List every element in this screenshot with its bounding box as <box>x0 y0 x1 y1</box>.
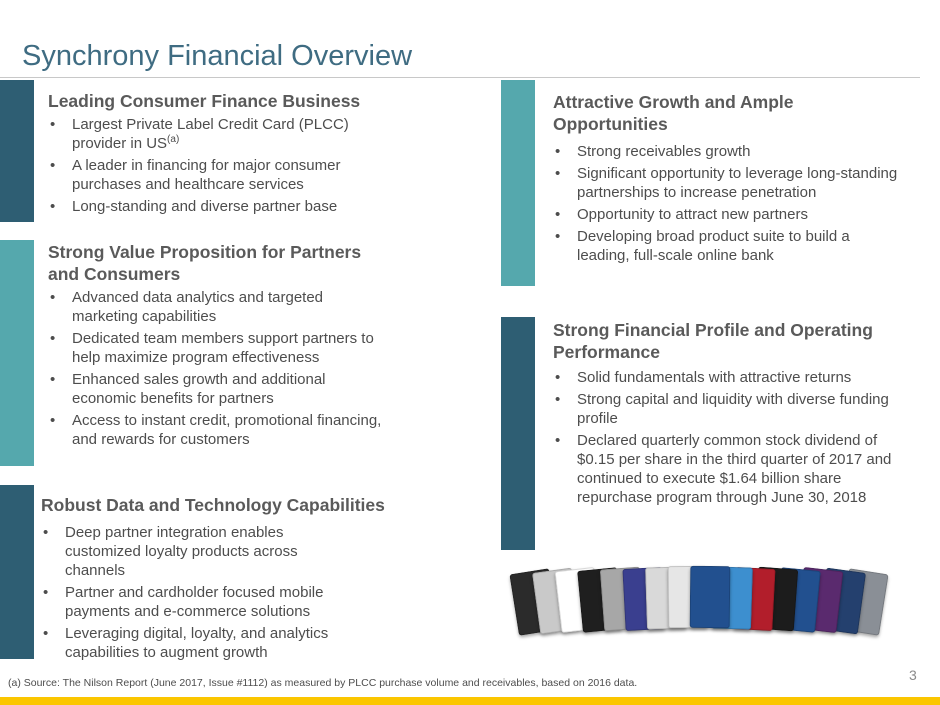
bullet-list <box>553 142 898 265</box>
bullet-list <box>41 523 341 662</box>
bullet-item: • Partner and cardholder focused mobile payments and e-commerce solutions <box>41 583 341 621</box>
bullet-list <box>48 115 383 216</box>
section-leading <box>48 90 383 219</box>
bullet-list <box>553 368 903 507</box>
bar-value <box>0 240 34 466</box>
bullet-item: • Opportunity to attract new partners <box>553 205 898 224</box>
bullet-item: • Strong capital and liquidity with diverse funding profile <box>553 390 903 428</box>
credit-cards-image <box>514 562 894 642</box>
section-robust <box>41 494 411 665</box>
footnote-marker: (a) <box>167 134 180 145</box>
section-financial <box>553 319 908 510</box>
bullet-item: • Enhanced sales growth and additional economic benefits for partners <box>48 370 383 408</box>
bullet-item: • Solid fundamentals with attractive returns <box>553 368 903 387</box>
credit-card-graphic <box>690 566 731 628</box>
bar-leading <box>0 80 34 222</box>
section-heading: Strong Value Proposition for Partners and Consumers <box>48 242 362 284</box>
accent-bar <box>0 697 940 705</box>
bullet-item: • A leader in financing for major consumer purchases and healthcare services <box>48 156 383 194</box>
section-growth <box>553 91 898 268</box>
slide-title: Synchrony Financial Overview <box>22 40 413 72</box>
section-heading: Robust Data and Technology Capabilities <box>41 495 385 515</box>
section-heading: Attractive Growth and Ample Opportunities <box>553 92 794 134</box>
bullet-item: • Advanced data analytics and targeted marketing capabilities <box>48 288 383 326</box>
bullet-item: • Dedicated team members support partners to help maximize program effectiveness <box>48 329 383 367</box>
section-heading: Strong Financial Profile and Operating Performance <box>553 320 873 362</box>
bullet-item: • Developing broad product suite to build a leading, full-scale online bank <box>553 227 898 265</box>
bullet-item: • Declared quarterly common stock dividend of $0.15 per share in the third quarter of 2017 and continued to execute $1.64 billion share repurchase program through June 30, 2018 <box>553 431 903 507</box>
bullet-list <box>48 288 383 449</box>
page-number: 3 <box>909 667 917 683</box>
section-heading: Leading Consumer Finance Business <box>48 91 361 111</box>
bullet-item: • Significant opportunity to leverage long-standing partnerships to increase penetration <box>553 164 898 202</box>
bullet-item: • Long-standing and diverse partner base <box>48 197 383 216</box>
bar-financial <box>501 317 535 550</box>
bar-growth <box>501 80 535 286</box>
title-divider <box>0 77 920 78</box>
bullet-item: • Leveraging digital, loyalty, and analytics capabilities to augment growth <box>41 624 341 662</box>
bullet-item: • Deep partner integration enables customized loyalty products across channels <box>41 523 341 580</box>
bar-robust <box>0 485 34 659</box>
bullet-item: • Access to instant credit, promotional financing, and rewards for customers <box>48 411 383 449</box>
section-value <box>48 241 383 452</box>
source-footnote: (a) Source: The Nilson Report (June 2017, Issue #1112) as measured by PLCC purchase volume and receivables, based on 2016 data. <box>8 677 638 689</box>
bullet-item: • Strong receivables growth <box>553 142 898 161</box>
bullet-item: • Largest Private Label Credit Card (PLCC) provider in US$^{(a)}$ <box>48 115 383 153</box>
